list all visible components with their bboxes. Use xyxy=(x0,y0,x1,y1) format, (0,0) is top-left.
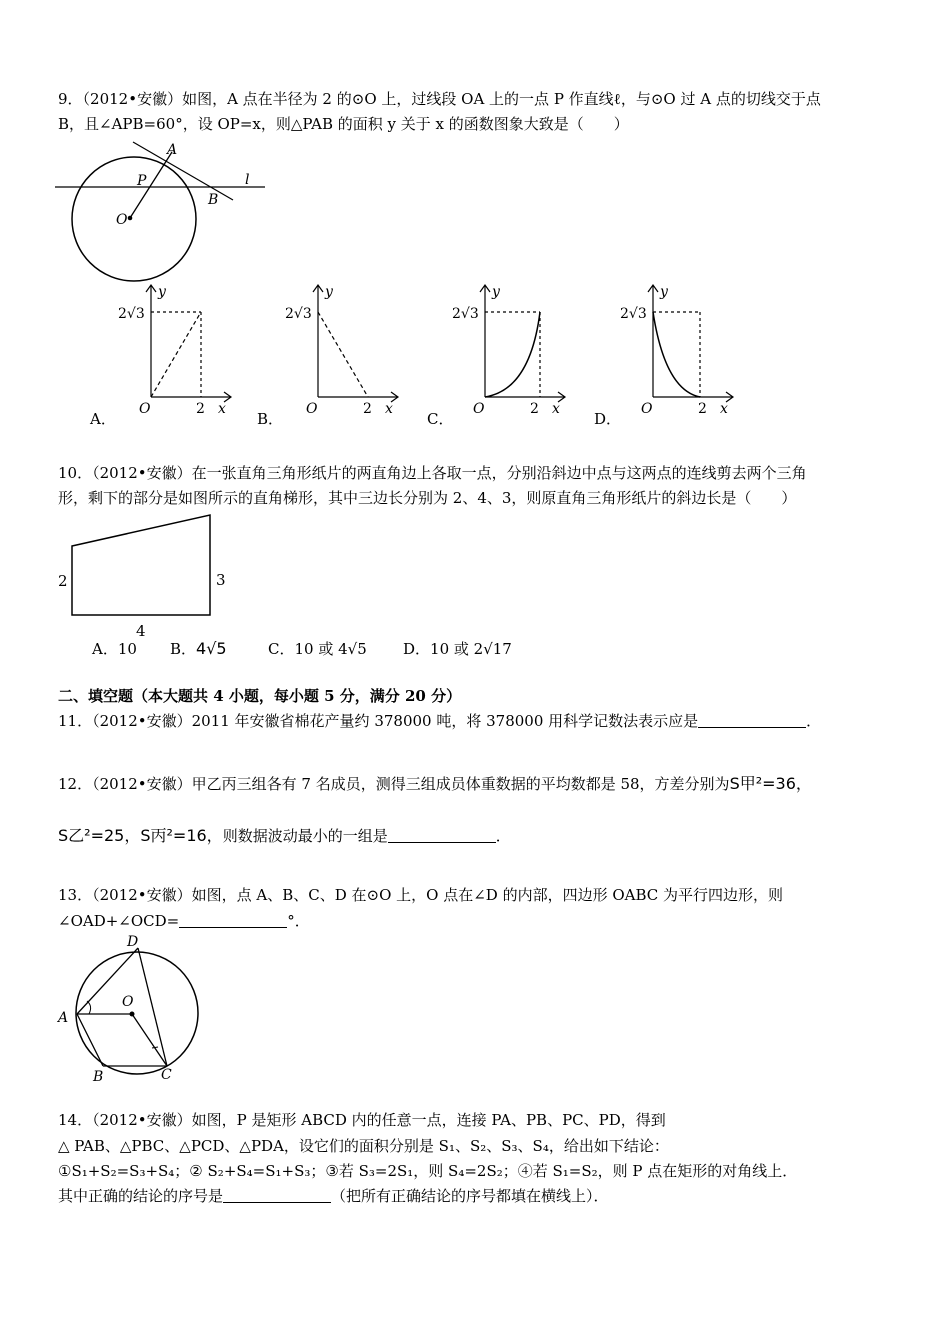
q14-line3: ①S₁+S₂=S₃+S₄；② S₂+S₄=S₁+S₃；③若 S₃=2S₁，则 S₄=2S₂；④若 S₁=S₂，则 P 点在矩形的对角线上． xyxy=(58,1162,798,1180)
q11-answer-blank[interactable] xyxy=(698,713,806,728)
q9-graph-c-two-label: 2 xyxy=(530,401,539,417)
q10-label-right: 3 xyxy=(216,571,226,589)
q9-graph-d-y-label: y xyxy=(660,284,668,300)
q13-label-c: C xyxy=(161,1067,172,1083)
q9-graph-d-two-label: 2 xyxy=(698,401,707,417)
q9-graph-a xyxy=(108,282,233,417)
q9-graph-a-y-label: y xyxy=(158,284,166,300)
q9-graph-a-ymax-label: 2√3 xyxy=(118,306,145,322)
q13-label-d: D xyxy=(127,934,139,950)
q10-label-bottom: 4 xyxy=(136,622,146,640)
q11-line xyxy=(58,711,821,731)
q11-text: 11．（2012•安徽）2011 年安徽省棉花产量约 378000 吨，将 378000 用科学记数法表示应是 xyxy=(58,712,699,730)
q13-label-b: B xyxy=(93,1069,104,1085)
q10-option-c[interactable] xyxy=(268,638,367,659)
q10-option-d[interactable] xyxy=(403,638,512,659)
q13-line1: 13．（2012•安徽）如图，点 A、B、C、D 在⊙O 上，O 点在∠D 的内部，四边形 OABC 为平行四边形，则 xyxy=(58,886,784,904)
q13-text: ∠OAD+∠OCD= xyxy=(58,912,180,930)
q9-line2: B，且∠APB=60°，设 OP=x，则△PAB 的面积 y 关于 x 的函数图象大致是（ ） xyxy=(58,115,629,133)
q10-line2: 形，剩下的部分是如图所示的直角梯形，其中三边长分别为 2、4、3，则原直角三角形纸片的斜边长是（ ） xyxy=(58,489,797,507)
q9-line1: 9．（2012•安徽）如图，A 点在半径为 2 的⊙O 上，过线段 OA 上的一点 P 作直线ℓ，与⊙O 过 A 点的切线交于点 xyxy=(58,90,821,108)
q9-option-c[interactable]: C． xyxy=(427,410,454,428)
q10-option-b-label: B． xyxy=(170,640,197,658)
q9-graph-d-origin-label: O xyxy=(641,401,653,417)
q10-option-d-label: D． xyxy=(403,640,431,658)
q12-line1 xyxy=(58,774,812,794)
q9-fig-label-b: B xyxy=(208,192,219,208)
q9-graph-c-x-label: x xyxy=(552,401,560,417)
q9-fig-label-a: A xyxy=(167,142,178,158)
q14-answer-blank[interactable] xyxy=(223,1188,331,1203)
q13-line2 xyxy=(58,911,310,931)
q10-option-c-label: C． xyxy=(268,640,295,658)
q10-option-b[interactable] xyxy=(170,638,227,659)
q10-option-b-value: 4√5 xyxy=(196,639,227,658)
q12-text: 12．（2012•安徽）甲乙丙三组各有 7 名成员，测得三组成员体重数据的平均数都是 58，方差分别为 xyxy=(58,775,730,793)
q12-line2-tail: 则数据波动最小的一组是 xyxy=(222,827,388,845)
q10-option-d-value: 10 或 2√17 xyxy=(430,640,512,658)
section-fill-in-title: 二、填空题（本大题共 4 小题，每小题 5 分，满分 20 分） xyxy=(58,687,462,705)
q9-graph-b xyxy=(275,282,400,417)
q9-option-a[interactable]: A． xyxy=(90,410,116,428)
q9-graph-c-y-label: y xyxy=(492,284,500,300)
q9-fig-label-o: O xyxy=(116,212,128,228)
q9-option-b[interactable]: B． xyxy=(257,410,284,428)
q9-graph-d xyxy=(610,282,735,417)
q10-line1: 10．（2012•安徽）在一张直角三角形纸片的两直角边上各取一点，分别沿斜边中点与这两点的连线剪去两个三角 xyxy=(58,464,807,482)
q9-fig-label-p: P xyxy=(137,173,147,189)
q12-variance-jia: S甲²=36， xyxy=(729,774,812,793)
q10-option-a-value: 10 xyxy=(117,640,137,658)
q9-graph-d-x-label: x xyxy=(720,401,728,417)
q9-graph-d-ymax-label: 2√3 xyxy=(620,306,647,322)
q11-tail: ． xyxy=(806,712,822,730)
q13-label-o: O xyxy=(122,994,134,1010)
q9-graph-c xyxy=(442,282,567,417)
q12-answer-blank[interactable] xyxy=(388,828,496,843)
q13-answer-blank[interactable] xyxy=(179,913,287,928)
q14-line4 xyxy=(58,1186,609,1206)
q12-end: ． xyxy=(495,827,511,845)
q13-end: °． xyxy=(287,912,310,930)
q9-fig-label-l: l xyxy=(245,172,250,188)
q14-line2: △ PAB、△PBC、△PCD、△PDA，设它们的面积分别是 S₁、S₂、S₃、S₄，给出如下结论： xyxy=(58,1137,669,1155)
q10-option-a-label: A． xyxy=(92,640,118,658)
q9-graph-c-origin-label: O xyxy=(473,401,485,417)
q12-variance-bing: S丙²=16， xyxy=(140,826,223,845)
q9-graph-b-ymax-label: 2√3 xyxy=(285,306,312,322)
q12-variance-yi: S乙²=25， xyxy=(58,826,141,845)
q14-line4-tail: （把所有正确结论的序号都填在横线上）． xyxy=(331,1187,609,1205)
q13-circle-figure xyxy=(55,930,205,1085)
q13-label-a: A xyxy=(58,1010,69,1026)
q14-line4-head: 其中正确的结论的序号是 xyxy=(58,1187,224,1205)
q9-graph-a-two-label: 2 xyxy=(196,401,205,417)
q10-option-a[interactable] xyxy=(92,638,137,659)
q10-trapezoid-figure xyxy=(55,510,235,640)
q9-option-d[interactable]: D． xyxy=(594,410,622,428)
q9-graph-b-y-label: y xyxy=(325,284,333,300)
q9-graph-b-origin-label: O xyxy=(306,401,318,417)
q9-graph-c-ymax-label: 2√3 xyxy=(452,306,479,322)
q10-label-left: 2 xyxy=(58,572,68,590)
q10-option-c-value: 10 或 4√5 xyxy=(294,640,367,658)
q12-line2 xyxy=(58,826,511,846)
q9-graph-a-x-label: x xyxy=(218,401,226,417)
q9-circle-figure xyxy=(55,140,265,285)
q9-graph-b-x-label: x xyxy=(385,401,393,417)
q9-graph-a-origin-label: O xyxy=(139,401,151,417)
q14-line1: 14．（2012•安徽）如图，P 是矩形 ABCD 内的任意一点，连接 PA、PB、PC、PD，得到 xyxy=(58,1111,666,1129)
q9-graph-b-two-label: 2 xyxy=(363,401,372,417)
